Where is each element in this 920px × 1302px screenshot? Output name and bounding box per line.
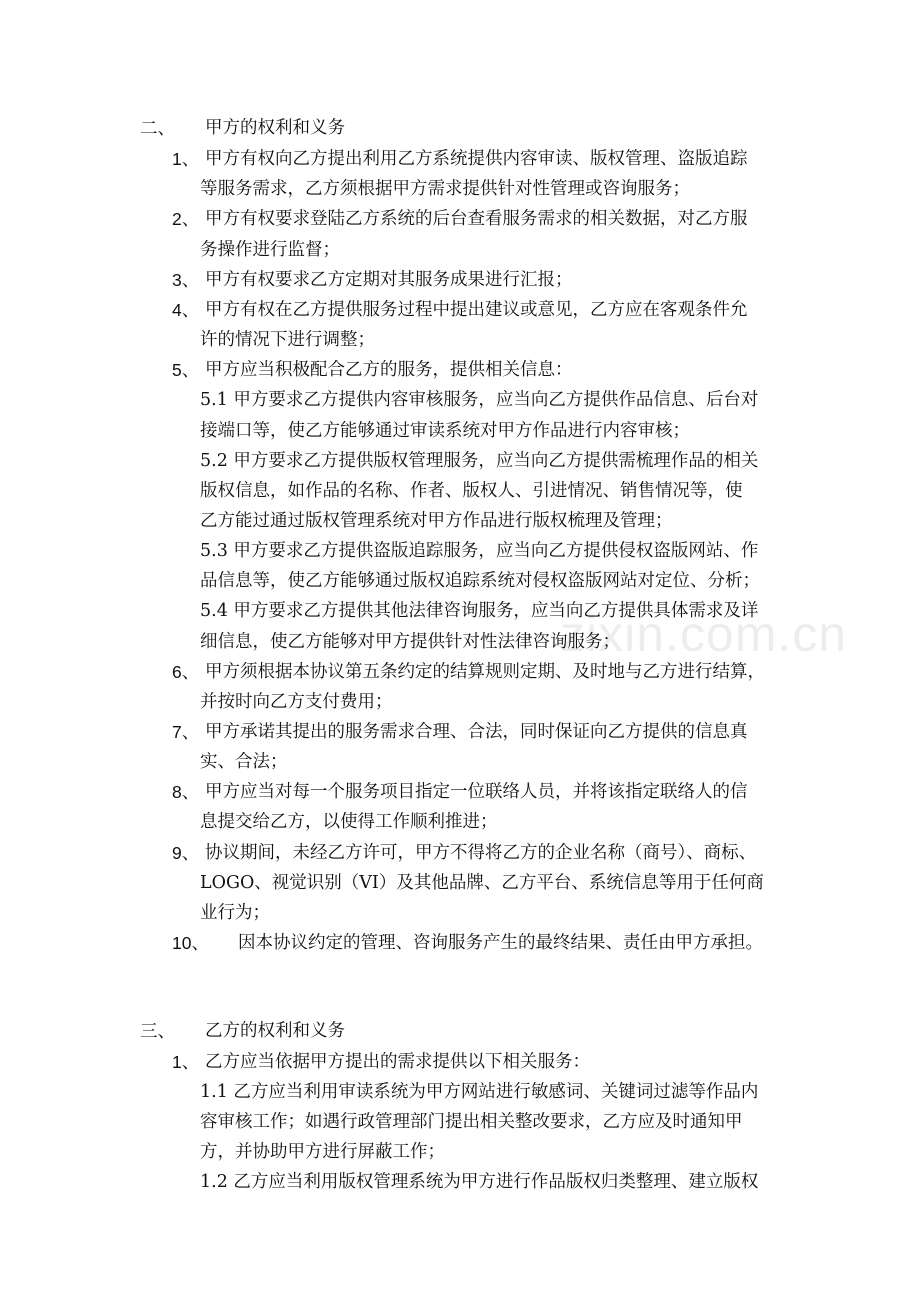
section-number: 二、	[140, 118, 175, 138]
list-item-line: 等服务需求，乙方须根据甲方需求提供针对性管理或咨询服务；	[200, 179, 690, 200]
sub-item-line: 版权信息，如作品的名称、作者、版权人、引进情况、销售情况等，使	[200, 480, 743, 501]
list-item-line: 甲方有权要求乙方定期对其服务成果进行汇报；	[205, 269, 573, 290]
sub-item-line: 5.4 甲方要求乙方提供其他法律咨询服务，应当向乙方提供具体需求及详	[200, 601, 759, 622]
item-number: 7、	[172, 722, 200, 742]
watermark: zixin.com.cn	[560, 606, 848, 662]
sub-item-line: 5.3 甲方要求乙方提供盗版追踪服务，应当向乙方提供侵权盗版网站、作	[200, 541, 759, 562]
section-title: 甲方的权利和义务	[205, 118, 345, 138]
list-item-line: 并按时向乙方支付费用；	[200, 691, 393, 712]
list-item-line: 甲方有权要求登陆乙方系统的后台查看服务需求的相关数据，对乙方服	[205, 209, 748, 230]
sub-item-line: 细信息，使乙方能够对甲方提供针对性法律咨询服务；	[200, 631, 620, 652]
list-item-line: 甲方承诺其提出的服务需求合理、合法，同时保证向乙方提供的信息真	[205, 722, 748, 742]
section-number: 三、	[140, 1020, 175, 1041]
sub-item-line: 1.1 乙方应当利用审读系统为甲方网站进行敏感词、关键词过滤等作品内	[200, 1081, 759, 1102]
sub-item-line: 接端口等，使乙方能够通过审读系统对甲方作品进行内容审核；	[200, 420, 690, 441]
item-number: 9、	[172, 842, 200, 863]
item-number: 5、	[172, 360, 200, 381]
item-number: 2、	[172, 209, 200, 230]
list-item-line: 业行为；	[200, 902, 270, 923]
item-number: 1、	[172, 1051, 200, 1072]
item-number: 8、	[172, 782, 200, 803]
list-item-line: LOGO、视觉识别（VI）及其他品牌、乙方平台、系统信息等用于任何商	[200, 872, 764, 893]
sub-item-line: 5.2 甲方要求乙方提供版权管理服务，应当向乙方提供需梳理作品的相关	[200, 450, 759, 471]
sub-item-line: 5.1 甲方要求乙方提供内容审核服务，应当向乙方提供作品信息、后台对	[200, 390, 759, 411]
item-number: 10、	[172, 933, 209, 954]
list-item-line: 因本协议约定的管理、咨询服务产生的最终结果、责任由甲方承担。	[238, 933, 763, 954]
list-item-line: 甲方有权向乙方提出利用乙方系统提供内容审读、版权管理、盗版追踪	[205, 149, 748, 170]
list-item-line: 甲方有权在乙方提供服务过程中提出建议或意见，乙方应在客观条件允	[205, 299, 748, 320]
sub-item-line: 品信息等，使乙方能够通过版权追踪系统对侵权盗版网站对定位、分析；	[200, 571, 760, 592]
list-item-line: 务操作进行监督；	[200, 239, 340, 260]
sub-item-line: 乙方能过通过版权管理系统对甲方作品进行版权梳理及管理；	[200, 510, 673, 531]
item-number: 4、	[172, 299, 200, 320]
list-item-line: 乙方应当依据甲方提出的需求提供以下相关服务：	[205, 1051, 590, 1072]
item-number: 6、	[172, 661, 200, 682]
sub-item-line: 1.2 乙方应当利用版权管理系统为甲方进行作品版权归类整理、建立版权	[200, 1172, 759, 1193]
item-number: 3、	[172, 269, 200, 290]
list-item-line: 甲方应当对每一个服务项目指定一位联络人员，并将该指定联络人的信	[205, 782, 748, 803]
sub-item-line: 容审核工作；如遇行政管理部门提出相关整改要求，乙方应及时通知甲	[200, 1111, 743, 1132]
list-item-line: 实、合法；	[200, 752, 288, 773]
list-item-line: 息提交给乙方，以使得工作顺利推进；	[200, 812, 498, 833]
list-item-line: 协议期间，未经乙方许可，甲方不得将乙方的企业名称（商号）、商标、	[205, 842, 757, 863]
section-title: 乙方的权利和义务	[205, 1020, 345, 1041]
list-item-line: 许的情况下进行调整；	[200, 330, 375, 351]
list-item-line: 甲方须根据本协议第五条约定的结算规则定期、及时地与乙方进行结算，	[205, 661, 765, 682]
sub-item-line: 方，并协助甲方进行屏蔽工作；	[200, 1142, 445, 1163]
item-number: 1、	[172, 149, 200, 170]
list-item-line: 甲方应当积极配合乙方的服务，提供相关信息：	[205, 360, 573, 381]
